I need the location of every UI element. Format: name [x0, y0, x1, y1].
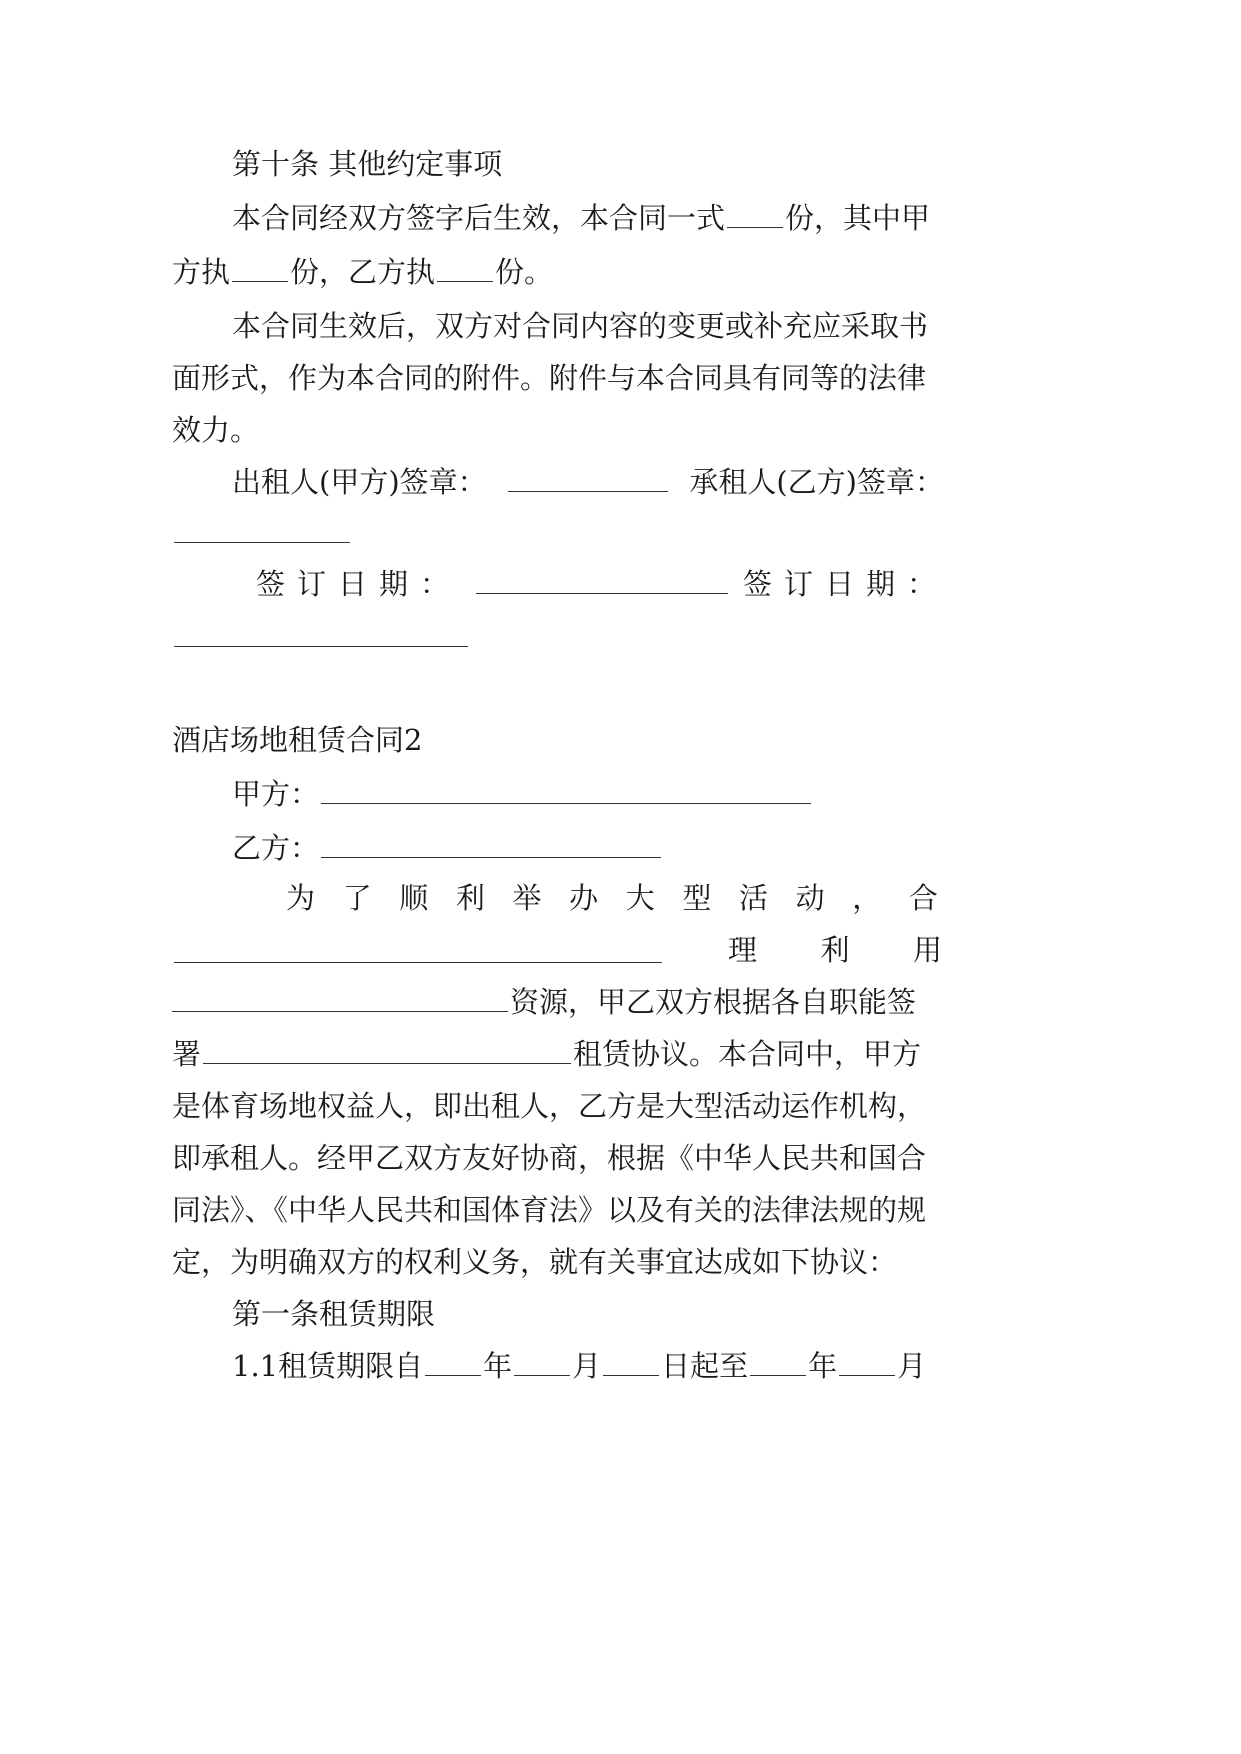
text: 份。 — [495, 255, 554, 289]
party-a-line — [232, 774, 813, 814]
paragraph-2-line-2: 面形式，作为本合同的附件。附件与本合同具有同等的法律 — [172, 361, 927, 395]
intro-blank-2 — [172, 985, 508, 1012]
intro-line-1-char: 合 — [908, 881, 938, 915]
text: 资源，甲乙双方根据各自职能签 — [510, 985, 917, 1019]
text: 月 — [897, 1349, 927, 1383]
paragraph-1-line-2 — [172, 252, 553, 292]
intro-line-3 — [172, 982, 916, 1022]
sign-date-blank-2 — [174, 620, 468, 647]
intro-blank-1 — [174, 936, 662, 963]
text: 1.1租赁期限自 — [232, 1349, 424, 1383]
intro-line-1-char: 顺 — [399, 881, 429, 915]
signature-line — [232, 462, 944, 502]
intro-line-1 — [286, 878, 938, 918]
intro-line-1-char: ， — [852, 881, 882, 915]
party-b-label: 乙方： — [232, 831, 320, 865]
paragraph-1-line-1 — [232, 198, 930, 238]
intro-line-2-char: 理 — [728, 933, 758, 967]
intro-line-5: 是体育场地权益人，即出租人，乙方是大型活动运作机构， — [172, 1089, 927, 1123]
intro-line-8: 定，为明确双方的权利义务，就有关事宜达成如下协议： — [172, 1245, 898, 1279]
text: 署 — [172, 1037, 202, 1071]
intro-line-1-char: 活 — [739, 881, 769, 915]
intro-line-2-char: 利 — [820, 933, 850, 967]
end-year-blank — [750, 1349, 806, 1376]
text: 租赁协议。本合同中，甲方 — [573, 1037, 922, 1071]
intro-line-1-char: 利 — [455, 881, 485, 915]
party-a-copies-blank — [232, 255, 288, 282]
end-month-blank — [839, 1349, 895, 1376]
start-day-blank — [603, 1349, 659, 1376]
intro-line-2-char: 用 — [912, 933, 942, 967]
intro-line-1-char: 了 — [342, 881, 372, 915]
text: 方执 — [172, 255, 231, 289]
text: 日起至 — [661, 1349, 749, 1383]
text: 本合同经双方签字后生效，本合同一式 — [232, 201, 726, 235]
party-a-blank — [321, 777, 811, 804]
text: 年 — [808, 1349, 838, 1383]
intro-line-2-words — [728, 930, 942, 970]
article-10-title: 第十条 其他约定事项 — [232, 147, 503, 181]
lessor-sign-blank — [508, 465, 668, 492]
intro-line-6: 即承租人。经甲乙双方友好协商，根据《中华人民共和国合 — [172, 1141, 927, 1175]
intro-line-1-char: 举 — [512, 881, 542, 915]
party-a-label: 甲方： — [232, 777, 320, 811]
contract-2-title: 酒店场地租赁合同2 — [172, 723, 423, 757]
start-year-blank — [425, 1349, 481, 1376]
lessee-sign-blank — [174, 516, 350, 543]
intro-line-7: 同法》、《中华人民共和国体育法》以及有关的法律法规的规 — [172, 1193, 927, 1227]
intro-line-1-char: 动 — [795, 881, 825, 915]
copies-total-blank — [727, 201, 783, 228]
lessee-sign-label: 承租人(乙方)签章： — [689, 465, 944, 499]
intro-blank-3 — [203, 1037, 571, 1064]
lessor-sign-label: 出租人(甲方)签章： — [232, 465, 487, 499]
paragraph-2-line-1: 本合同生效后，双方对合同内容的变更或补充应采取书 — [232, 309, 929, 343]
text: 份，其中甲 — [785, 201, 931, 235]
sign-date-blank — [476, 567, 728, 594]
text: 月 — [572, 1349, 602, 1383]
article-1-title: 第一条租赁期限 — [232, 1297, 436, 1331]
intro-line-1-char: 为 — [286, 881, 316, 915]
intro-line-1-char: 型 — [682, 881, 712, 915]
paragraph-2-line-3: 效力。 — [172, 413, 260, 447]
party-b-line — [232, 828, 663, 868]
text: 份，乙方执 — [290, 255, 436, 289]
start-month-blank — [514, 1349, 570, 1376]
party-b-blank — [321, 831, 661, 858]
sign-date-label: 签订日期： — [256, 567, 462, 601]
sign-date-line — [256, 564, 948, 604]
text: 年 — [483, 1349, 513, 1383]
intro-line-1-char: 办 — [569, 881, 599, 915]
intro-line-1-char: 大 — [625, 881, 655, 915]
intro-line-4 — [172, 1034, 921, 1074]
term-line — [232, 1346, 926, 1386]
party-b-copies-blank — [437, 255, 493, 282]
sign-date-label-2: 签订日期： — [742, 567, 948, 601]
